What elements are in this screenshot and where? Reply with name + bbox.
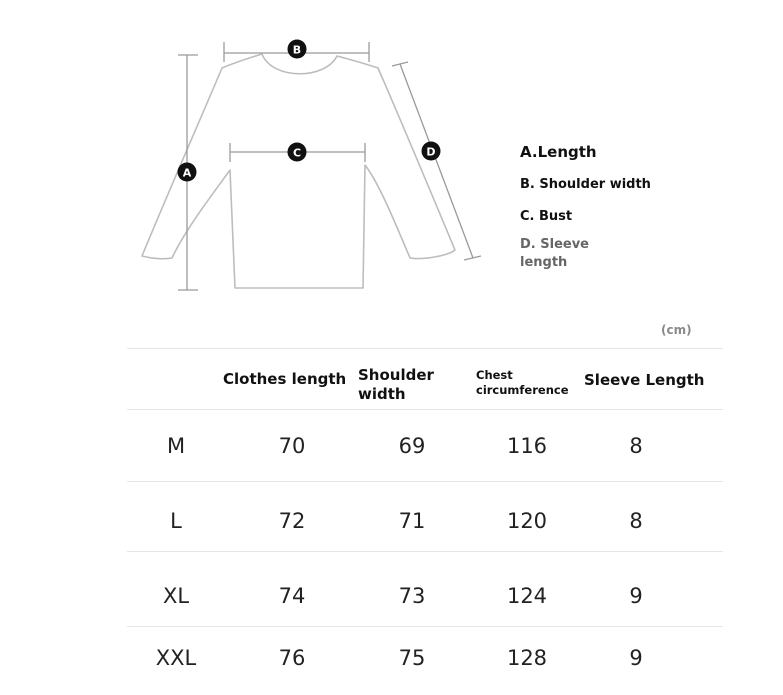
- legend-bust: C. Bust: [520, 209, 573, 224]
- cell-shoulder-width: 73: [398, 584, 426, 608]
- marker-a: [178, 163, 197, 182]
- cell-clothes-length: 74: [278, 584, 306, 608]
- cell-chest: 124: [506, 584, 548, 608]
- cell-chest: 116: [506, 434, 548, 458]
- cell-clothes-length: 76: [278, 646, 306, 670]
- cell-sleeve-length: 8: [629, 509, 643, 533]
- cell-sleeve-length: 9: [629, 646, 643, 670]
- cell-shoulder-width: 75: [398, 646, 426, 670]
- legend-length: A.Length: [520, 143, 597, 161]
- svg-text:C: C: [292, 146, 302, 160]
- cell-clothes-length: 72: [278, 509, 306, 533]
- legend-shoulder-width: B. Shoulder width: [520, 177, 651, 192]
- svg-text:A: A: [182, 166, 192, 180]
- row-divider: [127, 481, 723, 482]
- svg-text:B: B: [292, 43, 302, 57]
- header-divider: [127, 409, 723, 410]
- header-clothes-length: Clothes length: [223, 370, 347, 388]
- sleeve-dimension-line: [400, 64, 473, 258]
- cell-size: M: [166, 434, 186, 458]
- row-divider: [127, 626, 723, 627]
- cell-clothes-length: 70: [278, 434, 306, 458]
- unit-label: (cm): [661, 323, 692, 337]
- marker-c: [288, 143, 307, 162]
- cell-size: XXL: [155, 646, 197, 670]
- marker-d: [422, 142, 441, 161]
- header-chest-circumference: Chest circumference: [476, 368, 569, 397]
- cell-size: L: [170, 509, 182, 533]
- table-top-divider: [127, 348, 723, 349]
- cell-sleeve-length: 9: [629, 584, 643, 608]
- garment-diagram: [0, 0, 783, 320]
- cell-chest: 120: [506, 509, 548, 533]
- marker-b: [288, 40, 307, 59]
- legend-sleeve-length: D. Sleeve length: [520, 237, 589, 270]
- cell-chest: 128: [506, 646, 548, 670]
- header-sleeve-length: Sleeve Length: [584, 371, 705, 389]
- header-shoulder-width: Shoulder width: [358, 366, 434, 403]
- cell-shoulder-width: 71: [398, 509, 426, 533]
- cell-sleeve-length: 8: [629, 434, 643, 458]
- svg-text:D: D: [426, 145, 436, 159]
- cell-size: XL: [162, 584, 190, 608]
- cell-shoulder-width: 69: [398, 434, 426, 458]
- row-divider: [127, 551, 723, 552]
